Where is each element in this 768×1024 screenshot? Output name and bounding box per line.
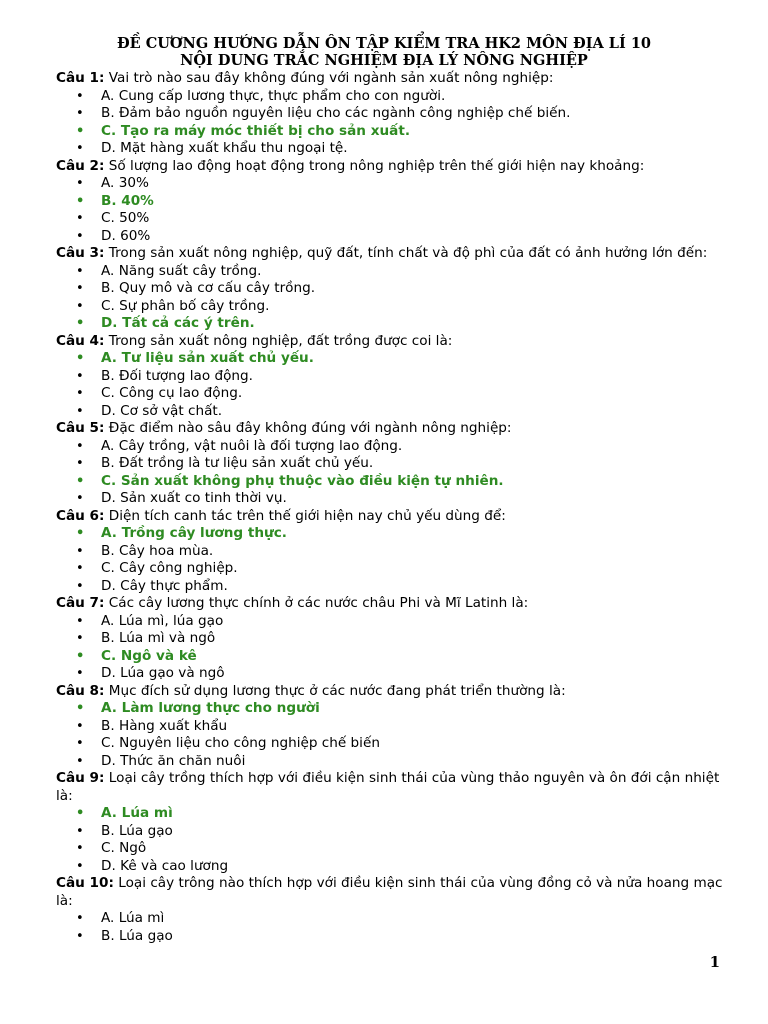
answer-option: • B. Lúa gạo bbox=[56, 928, 736, 946]
answer-option-correct: • A. Trồng cây lương thực. bbox=[56, 525, 736, 543]
question-text: Loại cây trồng thích hợp với điều kiện sinh thái của vùng thảo nguyên và ôn đới cận nhiệt là: bbox=[56, 770, 720, 804]
answer-options bbox=[56, 525, 736, 595]
answer-options bbox=[56, 175, 736, 245]
question-text: Số lượng lao động hoạt động trong nông nghiệp trên thế giới hiện nay khoảng: bbox=[104, 157, 645, 174]
question-text: Vai trò nào sau đây không đúng với ngành sản xuất nông nghiệp: bbox=[104, 70, 554, 86]
answer-option: • D. Kê và cao lương bbox=[56, 858, 736, 876]
answer-options bbox=[56, 613, 736, 683]
question-text: Trong sản xuất nông nghiệp, quỹ đất, tính chất và độ phì của đất có ảnh hưởng lớn đến: bbox=[104, 245, 708, 261]
answer-option: • A. Cung cấp lương thực, thực phẩm cho con người. bbox=[56, 88, 736, 106]
question-list bbox=[56, 70, 736, 945]
title-line-1: ĐỀ CƯƠNG HƯỚNG DẪN ÔN TẬP KIỂM TRA HK2 MÔN ĐỊA LÍ 10 bbox=[116, 35, 652, 52]
question-7 bbox=[56, 595, 736, 613]
answer-options bbox=[56, 350, 736, 420]
answer-option-correct: • A. Tư liệu sản xuất chủ yếu. bbox=[56, 350, 736, 368]
answer-option: • C. 50% bbox=[56, 210, 736, 228]
question-text: Loại cây trông nào thích hợp với điều kiện sinh thái của vùng đồng cỏ và nửa hoang mạc là: bbox=[56, 875, 723, 909]
answer-option-correct: • B. 40% bbox=[56, 193, 736, 211]
question-6 bbox=[56, 508, 736, 526]
question-label: Câu 6: bbox=[56, 507, 105, 524]
answer-option: • B. Lúa mì và ngô bbox=[56, 630, 736, 648]
answer-option: • B. Hàng xuất khẩu bbox=[56, 718, 736, 736]
document-title bbox=[0, 35, 768, 69]
answer-option-correct: • D. Tất cả các ý trên. bbox=[56, 315, 736, 333]
question-text: Diện tích canh tác trên thế giới hiện nay chủ yếu dùng để: bbox=[104, 507, 506, 524]
question-8 bbox=[56, 683, 736, 701]
answer-option: • C. Cây công nghiệp. bbox=[56, 560, 736, 578]
answer-options bbox=[56, 263, 736, 333]
question-4 bbox=[56, 333, 736, 351]
answer-options bbox=[56, 910, 736, 945]
question-2 bbox=[56, 158, 736, 176]
answer-option: • B. Đối tượng lao động. bbox=[56, 368, 736, 386]
question-label: Câu 4: bbox=[56, 332, 105, 349]
question-label: Câu 2: bbox=[56, 157, 105, 174]
answer-option: • D. Lúa gạo và ngô bbox=[56, 665, 736, 683]
answer-option: • B. Đất trồng là tư liệu sản xuất chủ yếu. bbox=[56, 455, 736, 473]
answer-options bbox=[56, 700, 736, 770]
answer-option-correct: • A. Làm lương thực cho người bbox=[56, 700, 736, 718]
question-label: Câu 5: bbox=[56, 420, 105, 436]
answer-option: • A. Lúa mì, lúa gạo bbox=[56, 613, 736, 631]
question-text: Mục đích sử dụng lương thực ở các nước đang phát triển thường là: bbox=[104, 682, 566, 699]
question-text: Đặc điểm nào sâu đây không đúng với ngành nông nghiệp: bbox=[104, 420, 512, 436]
question-label: Câu 7: bbox=[56, 595, 105, 611]
question-label: Câu 9: bbox=[56, 770, 105, 786]
answer-option: • D. Mặt hàng xuất khẩu thu ngoại tệ. bbox=[56, 140, 736, 158]
answer-option-correct: • C. Tạo ra máy móc thiết bị cho sản xuất. bbox=[56, 123, 736, 141]
page-number: 1 bbox=[709, 953, 720, 971]
answer-option: • D. Cây thực phẩm. bbox=[56, 578, 736, 596]
answer-option: • D. 60% bbox=[56, 228, 736, 246]
question-label: Câu 10: bbox=[56, 875, 114, 891]
question-text: Trong sản xuất nông nghiệp, đất trồng được coi là: bbox=[104, 332, 453, 349]
question-9 bbox=[56, 770, 736, 805]
answer-option: • B. Lúa gạo bbox=[56, 823, 736, 841]
question-3 bbox=[56, 245, 736, 263]
answer-option: • A. 30% bbox=[56, 175, 736, 193]
question-10 bbox=[56, 875, 736, 910]
answer-options bbox=[56, 438, 736, 508]
answer-options bbox=[56, 805, 736, 875]
answer-option: • B. Đảm bảo nguồn nguyên liệu cho các ngành công nghiệp chế biến. bbox=[56, 105, 736, 123]
answer-options bbox=[56, 88, 736, 158]
answer-option: • B. Cây hoa mùa. bbox=[56, 543, 736, 561]
answer-option: • D. Sản xuất co tinh thời vụ. bbox=[56, 490, 736, 508]
answer-option: • A. Năng suất cây trồng. bbox=[56, 263, 736, 281]
answer-option: • C. Sự phân bố cây trồng. bbox=[56, 298, 736, 316]
answer-option: • D. Thức ăn chăn nuôi bbox=[56, 753, 736, 771]
answer-option: • B. Quy mô và cơ cấu cây trồng. bbox=[56, 280, 736, 298]
answer-option-correct: • A. Lúa mì bbox=[56, 805, 736, 823]
question-label: Câu 1: bbox=[56, 70, 105, 86]
question-label: Câu 8: bbox=[56, 682, 105, 699]
answer-option-correct: • C. Ngô và kê bbox=[56, 648, 736, 666]
answer-option: • A. Lúa mì bbox=[56, 910, 736, 928]
answer-option: • A. Cây trồng, vật nuôi là đối tượng lao động. bbox=[56, 438, 736, 456]
question-text: Các cây lương thực chính ở các nước châu Phi và Mĩ Latinh là: bbox=[104, 595, 529, 611]
answer-option: • C. Nguyên liệu cho công nghiệp chế biến bbox=[56, 735, 736, 753]
question-5 bbox=[56, 420, 736, 438]
question-label: Câu 3: bbox=[56, 245, 105, 261]
title-line-2: NỘI DUNG TRẮC NGHIỆM ĐỊA LÝ NÔNG NGHIỆP bbox=[180, 52, 588, 69]
question-1 bbox=[56, 70, 736, 88]
answer-option: • C. Ngô bbox=[56, 840, 736, 858]
answer-option-correct: • C. Sản xuất không phụ thuộc vào điều kiện tự nhiên. bbox=[56, 473, 736, 491]
answer-option: • C. Công cụ lao động. bbox=[56, 385, 736, 403]
answer-option: • D. Cơ sở vật chất. bbox=[56, 403, 736, 421]
